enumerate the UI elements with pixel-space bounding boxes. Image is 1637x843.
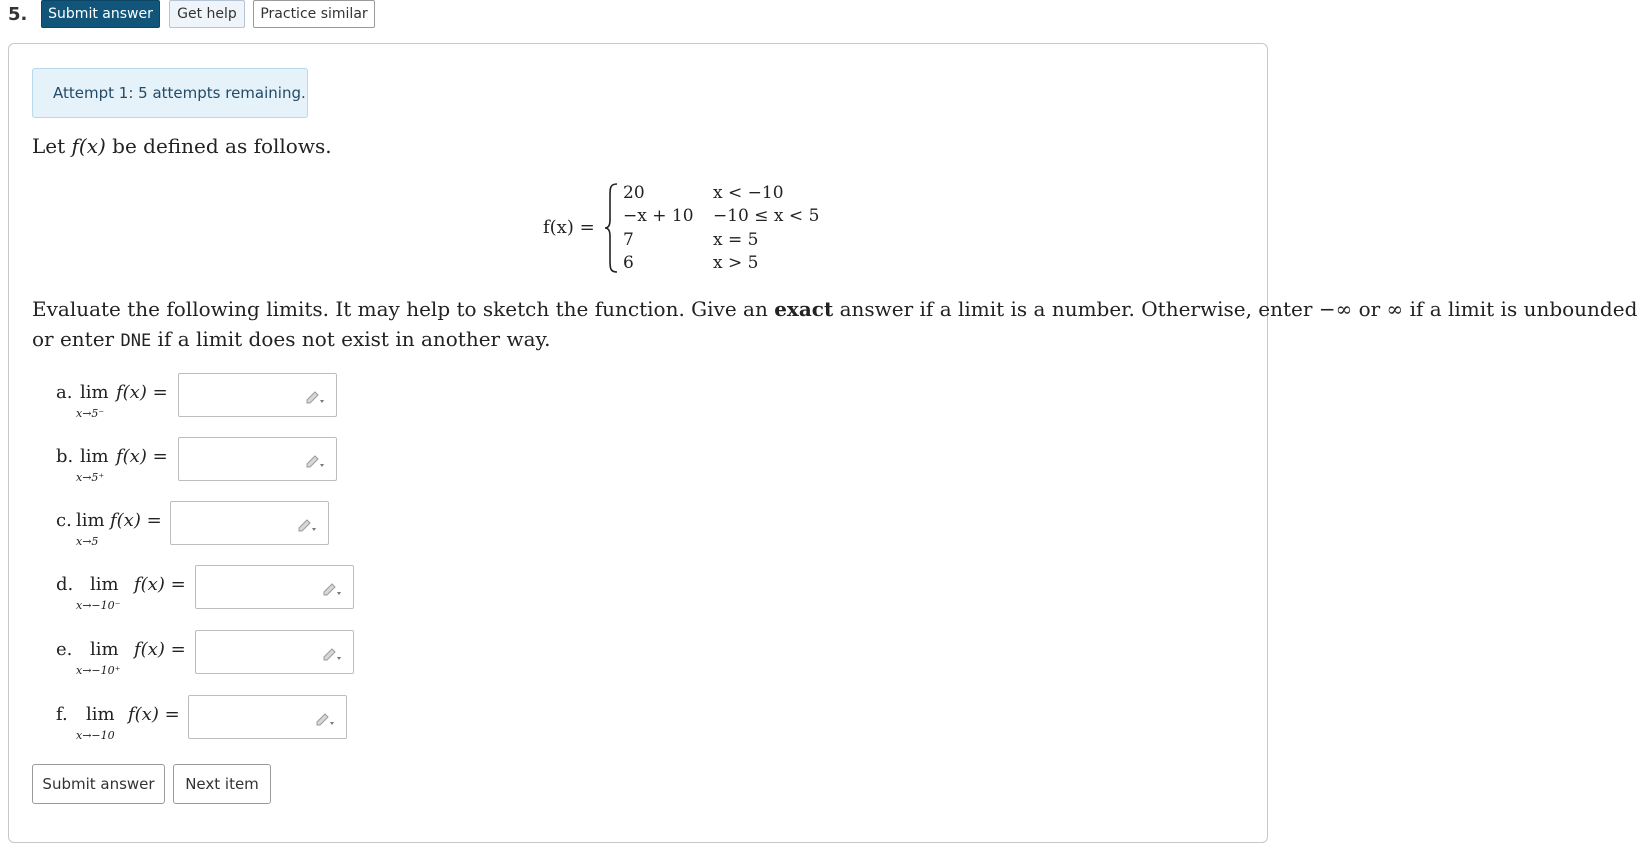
footer-submit-button[interactable]: Submit answer <box>32 764 165 804</box>
limit-expression: f(x) = <box>134 639 186 660</box>
lim-operator: lim <box>80 446 109 467</box>
get-help-button[interactable]: Get help <box>169 0 245 28</box>
lim-operator: lim <box>80 382 109 403</box>
limit-expression: f(x) = <box>116 446 168 467</box>
question-intro <box>32 134 332 158</box>
submit-answer-button[interactable]: Submit answer <box>41 0 160 28</box>
instructions <box>32 294 1637 356</box>
part-label: f. <box>56 704 68 725</box>
pencil-icon[interactable] <box>304 387 326 405</box>
case-value: 20 <box>623 183 645 203</box>
pencil-icon[interactable] <box>296 515 318 533</box>
part-label: b. <box>56 446 74 467</box>
next-item-button[interactable]: Next item <box>173 764 271 804</box>
lim-subscript: x→5 <box>76 535 99 548</box>
case-condition: x < −10 <box>713 183 784 203</box>
lim-operator: lim <box>90 639 119 660</box>
pencil-icon[interactable] <box>321 644 343 662</box>
lim-subscript: x→5⁺ <box>76 471 105 484</box>
instructions-line-1 <box>32 294 1637 324</box>
intro-function: f(x) <box>71 134 106 158</box>
answer-input-e[interactable] <box>195 630 354 674</box>
left-brace-icon <box>603 182 619 274</box>
question-number: 5. <box>8 4 28 25</box>
lim-operator: lim <box>76 510 105 531</box>
instructions-line-2 <box>32 324 1216 356</box>
answer-input-b[interactable] <box>178 437 337 481</box>
answer-input-f[interactable] <box>188 695 347 739</box>
intro-suffix: be defined as follows. <box>112 134 332 158</box>
limit-expression: f(x) = <box>134 574 186 595</box>
pencil-icon[interactable] <box>314 709 336 727</box>
lim-subscript: x→−10 <box>76 729 115 742</box>
limit-expression: f(x) = <box>116 382 168 403</box>
answer-input-c[interactable] <box>170 501 329 545</box>
case-value: 6 <box>623 253 634 273</box>
pencil-icon[interactable] <box>321 579 343 597</box>
intro-prefix: Let <box>32 134 66 158</box>
instructions-exact: exact <box>774 297 834 321</box>
instructions-line2-prefix: or enter <box>32 327 115 351</box>
answer-input-a[interactable] <box>178 373 337 417</box>
question-toolbar <box>0 0 1216 32</box>
dne-keyword: DNE <box>120 331 152 351</box>
lim-operator: lim <box>90 574 119 595</box>
lim-operator: lim <box>86 704 115 725</box>
part-label: e. <box>56 639 73 660</box>
part-label: c. <box>56 510 72 531</box>
limit-expression: f(x) = <box>110 510 162 531</box>
case-value: −x + 10 <box>623 206 694 226</box>
part-label: a. <box>56 382 73 403</box>
instructions-part1: Evaluate the following limits. It may help to sketch the function. Give an <box>32 297 768 321</box>
instructions-part2: answer if a limit is a number. Otherwise, enter −∞ or ∞ if a limit is unbounded <box>839 297 1637 321</box>
lim-subscript: x→−10⁺ <box>76 664 121 677</box>
piecewise-lhs: f(x) = <box>543 217 595 238</box>
instructions-line2-suffix: if a limit does not exist in another way. <box>157 327 551 351</box>
lim-subscript: x→−10⁻ <box>76 599 121 612</box>
practice-similar-button[interactable]: Practice similar <box>253 0 375 28</box>
case-value: 7 <box>623 230 634 250</box>
case-condition: x = 5 <box>713 230 759 250</box>
case-condition: x > 5 <box>713 253 759 273</box>
lim-subscript: x→5⁻ <box>76 407 105 420</box>
part-label: d. <box>56 574 74 595</box>
limit-expression: f(x) = <box>128 704 180 725</box>
pencil-icon[interactable] <box>304 451 326 469</box>
piecewise-definition <box>543 180 843 275</box>
answer-input-d[interactable] <box>195 565 354 609</box>
attempt-banner: Attempt 1: 5 attempts remaining. <box>32 68 308 118</box>
case-condition: −10 ≤ x < 5 <box>713 206 820 226</box>
